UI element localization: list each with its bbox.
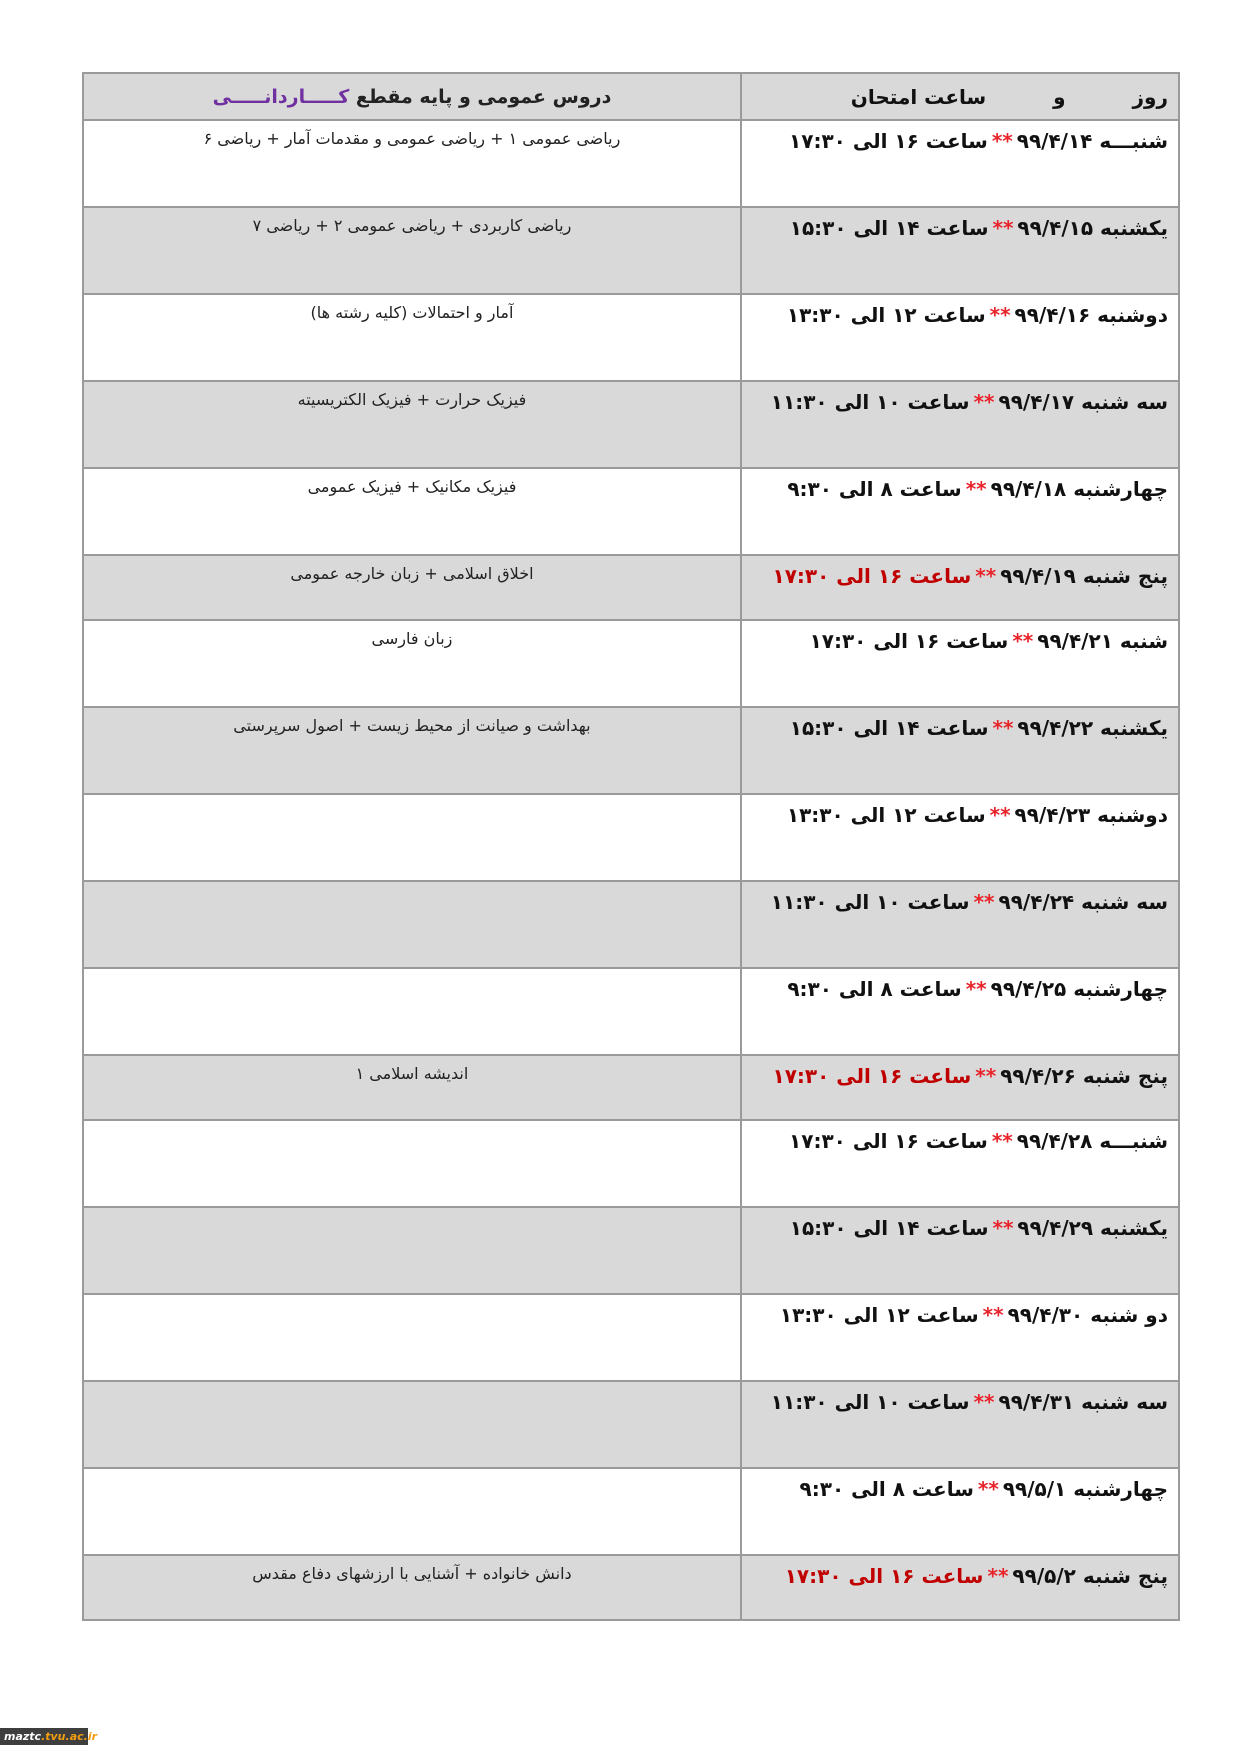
course-cell bbox=[83, 968, 741, 1055]
star-separator-icon: ** bbox=[982, 1303, 1004, 1327]
table-row bbox=[83, 794, 1179, 881]
exam-day-time bbox=[741, 881, 1179, 968]
exam-day-time bbox=[741, 1468, 1179, 1555]
star-separator-icon: ** bbox=[975, 564, 997, 588]
course-cell bbox=[83, 555, 741, 620]
course-cell bbox=[83, 1120, 741, 1207]
exam-day-time bbox=[741, 1120, 1179, 1207]
course-cell bbox=[83, 1468, 741, 1555]
exam-date: ۹۹/۵/۲ bbox=[1012, 1564, 1076, 1588]
day-name: چهارشنبه bbox=[1073, 477, 1168, 501]
day-name: دو شنبه bbox=[1090, 1303, 1168, 1327]
table-row bbox=[83, 1055, 1179, 1120]
exam-time: ساعت ۱۰ الی ۱۱:۳۰ bbox=[770, 390, 970, 414]
exam-day-time bbox=[741, 1294, 1179, 1381]
table-row bbox=[83, 1468, 1179, 1555]
star-separator-icon: ** bbox=[992, 216, 1014, 240]
course-names: ریاضی عمومی ۱ + ریاضی عمومی و مقدمات آمار + ریاضی ۶ bbox=[203, 129, 621, 148]
day-name: یکشنبه bbox=[1100, 716, 1168, 740]
header-courses bbox=[83, 73, 741, 120]
course-names: اندیشه اسلامی ۱ bbox=[355, 1064, 469, 1083]
table-row bbox=[83, 968, 1179, 1055]
exam-date: ۹۹/۴/۱۸ bbox=[990, 477, 1067, 501]
exam-date: ۹۹/۴/۱۵ bbox=[1017, 216, 1094, 240]
course-names: آمار و احتمالات (کلیه رشته ها) bbox=[310, 303, 514, 322]
course-cell bbox=[83, 1381, 741, 1468]
table-row bbox=[83, 468, 1179, 555]
exam-time: ساعت ۱۴ الی ۱۵:۳۰ bbox=[789, 1216, 989, 1240]
day-name: دوشنبه bbox=[1097, 303, 1168, 327]
star-separator-icon: ** bbox=[977, 1477, 999, 1501]
exam-time: ساعت ۱۴ الی ۱۵:۳۰ bbox=[789, 216, 989, 240]
table-row bbox=[83, 555, 1179, 620]
star-separator-icon: ** bbox=[992, 716, 1014, 740]
exam-time: ساعت ۱۶ الی ۱۷:۳۰ bbox=[772, 564, 972, 588]
header-level: کـــــاردانـــــی bbox=[212, 85, 350, 108]
course-cell bbox=[83, 620, 741, 707]
table-row bbox=[83, 1207, 1179, 1294]
exam-date: ۹۹/۴/۱۷ bbox=[998, 390, 1075, 414]
day-name: دوشنبه bbox=[1097, 803, 1168, 827]
exam-day-time bbox=[741, 381, 1179, 468]
table-row bbox=[83, 1120, 1179, 1207]
course-names: بهداشت و صیانت از محیط زیست + اصول سرپرستی bbox=[233, 716, 591, 735]
course-cell bbox=[83, 381, 741, 468]
exam-date: ۹۹/۴/۳۱ bbox=[998, 1390, 1075, 1414]
day-name: سه شنبه bbox=[1081, 1390, 1168, 1414]
exam-date: ۹۹/۴/۱۶ bbox=[1014, 303, 1091, 327]
course-names: اخلاق اسلامی + زبان خارجه عمومی bbox=[290, 564, 534, 583]
exam-time: ساعت ۱۲ الی ۱۳:۳۰ bbox=[779, 1303, 979, 1327]
exam-time: ساعت ۱۰ الی ۱۱:۳۰ bbox=[770, 890, 970, 914]
exam-schedule-table bbox=[82, 72, 1180, 1621]
exam-day-time bbox=[741, 120, 1179, 207]
exam-time: ساعت ۱۶ الی ۱۷:۳۰ bbox=[789, 129, 988, 153]
course-names: فیزیک مکانیک + فیزیک عمومی bbox=[307, 477, 517, 496]
exam-time: ساعت ۱۶ الی ۱۷:۳۰ bbox=[784, 1564, 984, 1588]
day-name: پنج شنبه bbox=[1082, 1064, 1168, 1088]
exam-time: ساعت ۱۶ الی ۱۷:۳۰ bbox=[809, 629, 1009, 653]
day-name: شنبـــه bbox=[1099, 1129, 1168, 1153]
table-row bbox=[83, 1381, 1179, 1468]
exam-time: ساعت ۱۲ الی ۱۳:۳۰ bbox=[786, 303, 986, 327]
star-separator-icon: ** bbox=[973, 890, 995, 914]
exam-day-time bbox=[741, 555, 1179, 620]
star-separator-icon: ** bbox=[987, 1564, 1009, 1588]
exam-time: ساعت ۸ الی ۹:۳۰ bbox=[799, 1477, 974, 1501]
exam-date: ۹۹/۴/۲۹ bbox=[1017, 1216, 1094, 1240]
star-separator-icon: ** bbox=[965, 477, 987, 501]
exam-day-time bbox=[741, 620, 1179, 707]
exam-time: ساعت ۸ الی ۹:۳۰ bbox=[787, 477, 962, 501]
course-cell bbox=[83, 1055, 741, 1120]
star-separator-icon: ** bbox=[1012, 629, 1034, 653]
day-name: سه شنبه bbox=[1081, 890, 1168, 914]
exam-day-time bbox=[741, 1555, 1179, 1620]
exam-time: ساعت ۱۶ الی ۱۷:۳۰ bbox=[789, 1129, 988, 1153]
course-names: دانش خانواده + آشنایی با ارزشهای دفاع مقدس bbox=[252, 1564, 572, 1583]
day-name: سه شنبه bbox=[1081, 390, 1168, 414]
exam-day-time bbox=[741, 1207, 1179, 1294]
course-cell bbox=[83, 120, 741, 207]
exam-date: ۹۹/۴/۲۸ bbox=[1016, 1129, 1093, 1153]
header-and: و bbox=[1053, 84, 1066, 109]
exam-day-time bbox=[741, 968, 1179, 1055]
day-name: یکشنبه bbox=[1100, 1216, 1168, 1240]
exam-day-time bbox=[741, 468, 1179, 555]
day-name: پنج شنبه bbox=[1082, 564, 1168, 588]
table-row bbox=[83, 881, 1179, 968]
course-names: ریاضی کاربردی + ریاضی عمومی ۲ + ریاضی ۷ bbox=[252, 216, 572, 235]
course-cell bbox=[83, 794, 741, 881]
day-name: چهارشنبه bbox=[1073, 977, 1168, 1001]
star-separator-icon: ** bbox=[992, 1216, 1014, 1240]
table-row bbox=[83, 620, 1179, 707]
course-cell bbox=[83, 207, 741, 294]
day-name: یکشنبه bbox=[1100, 216, 1168, 240]
exam-date: ۹۹/۴/۲۲ bbox=[1017, 716, 1094, 740]
day-name: چهارشنبه bbox=[1073, 1477, 1168, 1501]
exam-day-time bbox=[741, 294, 1179, 381]
exam-date: ۹۹/۴/۲۴ bbox=[998, 890, 1075, 914]
exam-day-time bbox=[741, 794, 1179, 881]
exam-time: ساعت ۱۴ الی ۱۵:۳۰ bbox=[789, 716, 989, 740]
star-separator-icon: ** bbox=[989, 303, 1011, 327]
course-cell bbox=[83, 1555, 741, 1620]
exam-date: ۹۹/۴/۲۵ bbox=[990, 977, 1067, 1001]
table-row bbox=[83, 207, 1179, 294]
exam-date: ۹۹/۴/۱۹ bbox=[1000, 564, 1076, 588]
day-name: پنج شنبه bbox=[1082, 1564, 1168, 1588]
course-cell bbox=[83, 1294, 741, 1381]
exam-date: ۹۹/۵/۱ bbox=[1002, 1477, 1067, 1501]
watermark: maztc.tvu.ac.ir bbox=[0, 1728, 88, 1745]
day-name: شنبه bbox=[1119, 629, 1168, 653]
course-names: زبان فارسی bbox=[371, 629, 453, 648]
table-row bbox=[83, 1294, 1179, 1381]
course-cell bbox=[83, 1207, 741, 1294]
course-cell bbox=[83, 881, 741, 968]
exam-time: ساعت ۱۶ الی ۱۷:۳۰ bbox=[772, 1064, 972, 1088]
table-row bbox=[83, 381, 1179, 468]
star-separator-icon: ** bbox=[991, 1129, 1013, 1153]
table-row bbox=[83, 120, 1179, 207]
exam-date: ۹۹/۴/۱۴ bbox=[1016, 129, 1093, 153]
header-day-time bbox=[741, 73, 1179, 120]
star-separator-icon: ** bbox=[965, 977, 987, 1001]
star-separator-icon: ** bbox=[973, 390, 995, 414]
header-courses-label: دروس عمومی و پایه مقطع bbox=[355, 85, 612, 108]
header-day: روز bbox=[1132, 84, 1168, 109]
exam-time: ساعت ۱۰ الی ۱۱:۳۰ bbox=[770, 1390, 970, 1414]
course-cell bbox=[83, 294, 741, 381]
day-name: شنبـــه bbox=[1099, 129, 1168, 153]
exam-time: ساعت ۱۲ الی ۱۳:۳۰ bbox=[786, 803, 986, 827]
star-separator-icon: ** bbox=[975, 1064, 997, 1088]
header-time: ساعت امتحان bbox=[850, 84, 987, 109]
exam-day-time bbox=[741, 707, 1179, 794]
course-cell bbox=[83, 468, 741, 555]
table-header bbox=[83, 73, 1179, 120]
course-names: فیزیک حرارت + فیزیک الکتریسیته bbox=[297, 390, 527, 409]
table-row bbox=[83, 707, 1179, 794]
table-row bbox=[83, 294, 1179, 381]
exam-day-time bbox=[741, 1381, 1179, 1468]
star-separator-icon: ** bbox=[973, 1390, 995, 1414]
exam-day-time bbox=[741, 1055, 1179, 1120]
star-separator-icon: ** bbox=[991, 129, 1013, 153]
exam-date: ۹۹/۴/۲۳ bbox=[1014, 803, 1091, 827]
table-row bbox=[83, 1555, 1179, 1620]
exam-date: ۹۹/۴/۳۰ bbox=[1007, 1303, 1084, 1327]
course-cell bbox=[83, 707, 741, 794]
exam-date: ۹۹/۴/۲۶ bbox=[1000, 1064, 1076, 1088]
exam-date: ۹۹/۴/۲۱ bbox=[1037, 629, 1113, 653]
star-separator-icon: ** bbox=[989, 803, 1011, 827]
exam-time: ساعت ۸ الی ۹:۳۰ bbox=[787, 977, 962, 1001]
exam-day-time bbox=[741, 207, 1179, 294]
